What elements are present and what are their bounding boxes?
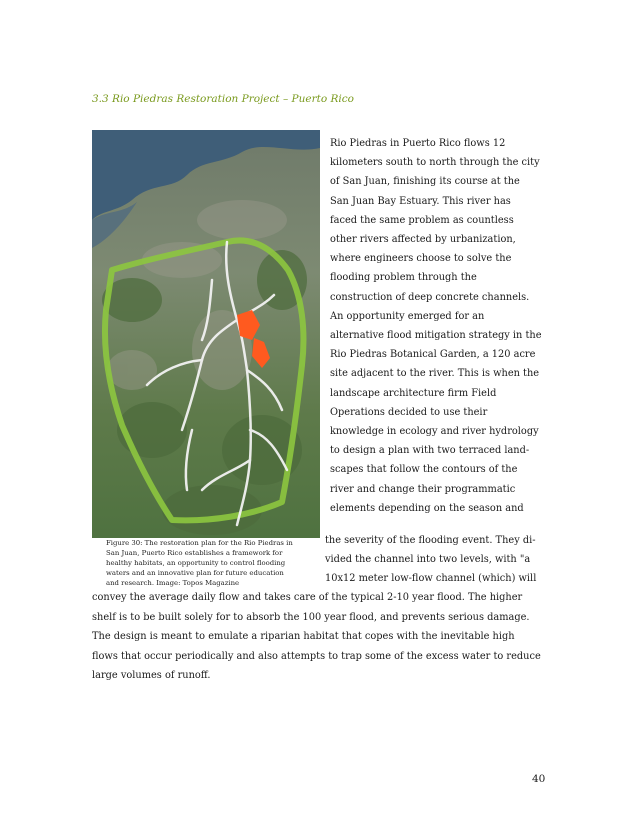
text-line: An opportunity emerged for an <box>330 310 485 322</box>
body-text-mid-column <box>325 531 550 589</box>
text-line: where engineers choose to solve the <box>330 253 512 265</box>
text-line: other rivers affected by urbanization, <box>330 234 516 246</box>
text-line: faced the same problem as countless <box>330 214 514 226</box>
caption-line: San Juan, Puerto Rico establishes a framework for <box>106 549 283 557</box>
body-text-full-width <box>92 588 557 686</box>
text-line: Rio Piedras Botanical Garden, a 120 acre <box>330 349 536 361</box>
text-line: flows that occur periodically and also attempts to trap some of the excess water to reduce <box>92 650 541 662</box>
caption-line: waters and an innovative plan for future education <box>106 569 284 577</box>
caption-line: and research. Image: Topos Magazine <box>106 579 240 587</box>
text-line: landscape architecture firm Field <box>330 387 497 399</box>
text-line: shelf is to be built solely for to absorb the 100 year flood, and prevents serious damage. <box>92 611 530 623</box>
caption-line: healthy habitats, an opportunity to control flooding <box>106 559 286 567</box>
text-line: vided the channel into two levels, with "a <box>325 554 531 566</box>
text-line: construction of deep concrete channels. <box>330 291 530 303</box>
text-line: of San Juan, finishing its course at the <box>330 176 520 188</box>
text-line: Rio Piedras in Puerto Rico flows 12 <box>330 138 506 149</box>
caption-line: Figure 30: The restoration plan for the Rio Piedras in <box>106 539 293 547</box>
figure <box>92 130 320 592</box>
figure-caption <box>106 538 311 588</box>
text-line: 10x12 meter low-flow channel (which) will <box>325 573 537 585</box>
section-heading: 3.3 Rio Piedras Restoration Project – Puerto Rico <box>92 93 354 105</box>
body-text-right-column <box>330 134 550 518</box>
text-line: San Juan Bay Estuary. This river has <box>330 195 511 207</box>
text-line: to design a plan with two terraced land- <box>330 445 530 457</box>
text-line: elements depending on the season and <box>330 502 524 514</box>
text-line: the severity of the flooding event. They di- <box>325 535 536 546</box>
text-line: The design is meant to emulate a riparian habitat that copes with the inevitable high <box>92 631 515 643</box>
text-line: alternative flood mitigation strategy in the <box>330 330 542 342</box>
text-line: large volumes of runoff. <box>92 670 211 682</box>
text-line: river and change their programmatic <box>330 483 516 495</box>
text-line: knowledge in ecology and river hydrology <box>330 426 539 438</box>
text-line: scapes that follow the contours of the <box>330 464 518 476</box>
text-line: convey the average daily flow and takes care of the typical 2-10 year flood. The higher <box>92 592 523 603</box>
page-number: 40 <box>532 773 546 785</box>
text-line: site adjacent to the river. This is when the <box>330 368 540 380</box>
text-line: Operations decided to use their <box>330 406 488 418</box>
text-line: flooding problem through the <box>330 272 477 284</box>
text-line: kilometers south to north through the city <box>330 157 540 169</box>
aerial-map-image <box>92 130 320 538</box>
